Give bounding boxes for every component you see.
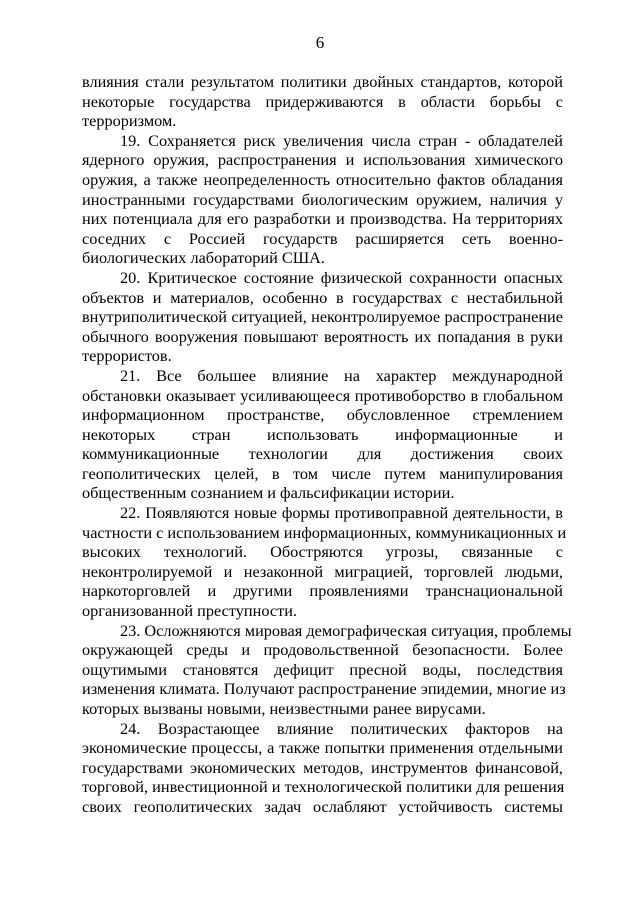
text-line: неконтролируемой и незаконной миграцией, торговлей людьми, [82,561,563,581]
text-line: 22. Появляются новые формы противоправной деятельности, в [120,503,563,523]
paragraph-p20 [82,268,563,366]
text-line: оружия, а также неопределенность относительно фактов обладания [82,169,563,189]
text-line: торговой, инвестиционной и технологической политики для решения [82,777,565,797]
page-number: 6 [315,33,325,52]
text-line: биологических лабораторий США. [82,248,325,268]
text-line: обстановки оказывает усиливающееся противоборство в глобальном [82,385,563,405]
text-line: некоторых стран использовать информационные и [82,424,563,444]
text-line: 20. Критическое состояние физической сохранности опасных [120,267,563,287]
text-line: соседних с Россией государств расширяется сеть военно- [82,228,563,248]
text-line: 19. Сохраняется риск увеличения числа стран - обладателей [120,130,563,150]
text-line: иностранными государствами биологическим оружием, наличия у [82,189,563,209]
text-line: государствами экономических методов, инструментов финансовой, [82,757,563,777]
text-line: окружающей среды и продовольственной безопасности. Более [82,640,563,660]
document-body [82,72,572,817]
text-line: изменения климата. Получают распространение эпидемии, многие из [82,679,566,699]
text-line: своих геополитических задач ослабляют устойчивость системы [82,796,563,816]
text-line: террористов. [82,346,172,366]
text-line: ощутимыми становятся дефицит пресной воды, последствия [82,659,563,679]
text-line: 23. Осложняются мировая демографическая ситуация, проблемы [120,620,572,640]
text-line: наркоторговлей и другими проявлениями транснациональной [82,581,563,601]
paragraph-p18-end [82,72,563,131]
text-line: обычного вооружения повышают вероятность их попадания в руки [82,326,563,346]
text-line: частности с использованием информационных, коммуникационных и [82,522,567,542]
paragraph-p19 [82,131,563,268]
text-line: общественным сознанием и фальсификации истории. [82,483,455,503]
text-line: организованной преступности. [82,601,297,621]
text-line: коммуникационные технологии для достижения своих [82,444,563,464]
paragraph-p22 [82,503,567,621]
text-line: геополитических целей, в том числе путем манипулирования [82,463,563,483]
text-line: экономические процессы, а также попытки применения отдельными [82,738,563,758]
text-line: объектов и материалов, особенно в государствах с нестабильной [82,287,563,307]
text-line: них потенциала для его разработки и производства. На территориях [82,209,563,229]
text-line: внутриполитической ситуацией, неконтролируемое распространение [82,307,563,327]
text-line: ядерного оружия, распространения и использования химического [82,150,563,170]
text-line: 24. Возрастающее влияние политических факторов на [120,718,563,738]
text-line: терроризмом. [82,111,177,131]
paragraph-p21 [82,366,563,503]
paragraph-p23 [82,620,572,719]
text-line: информационном пространстве, обусловленное стремлением [82,405,563,425]
paragraph-p24 [82,719,563,817]
text-line: высоких технологий. Обостряются угрозы, связанные с [82,542,563,562]
text-line: которых вызваны новыми, неизвестными ранее вирусами. [82,699,486,718]
text-line: некоторые государства придерживаются в области борьбы с [82,91,563,111]
text-line: влияния стали результатом политики двойных стандартов, которой [82,72,563,91]
text-line: 21. Все большее влияние на характер международной [120,365,563,385]
